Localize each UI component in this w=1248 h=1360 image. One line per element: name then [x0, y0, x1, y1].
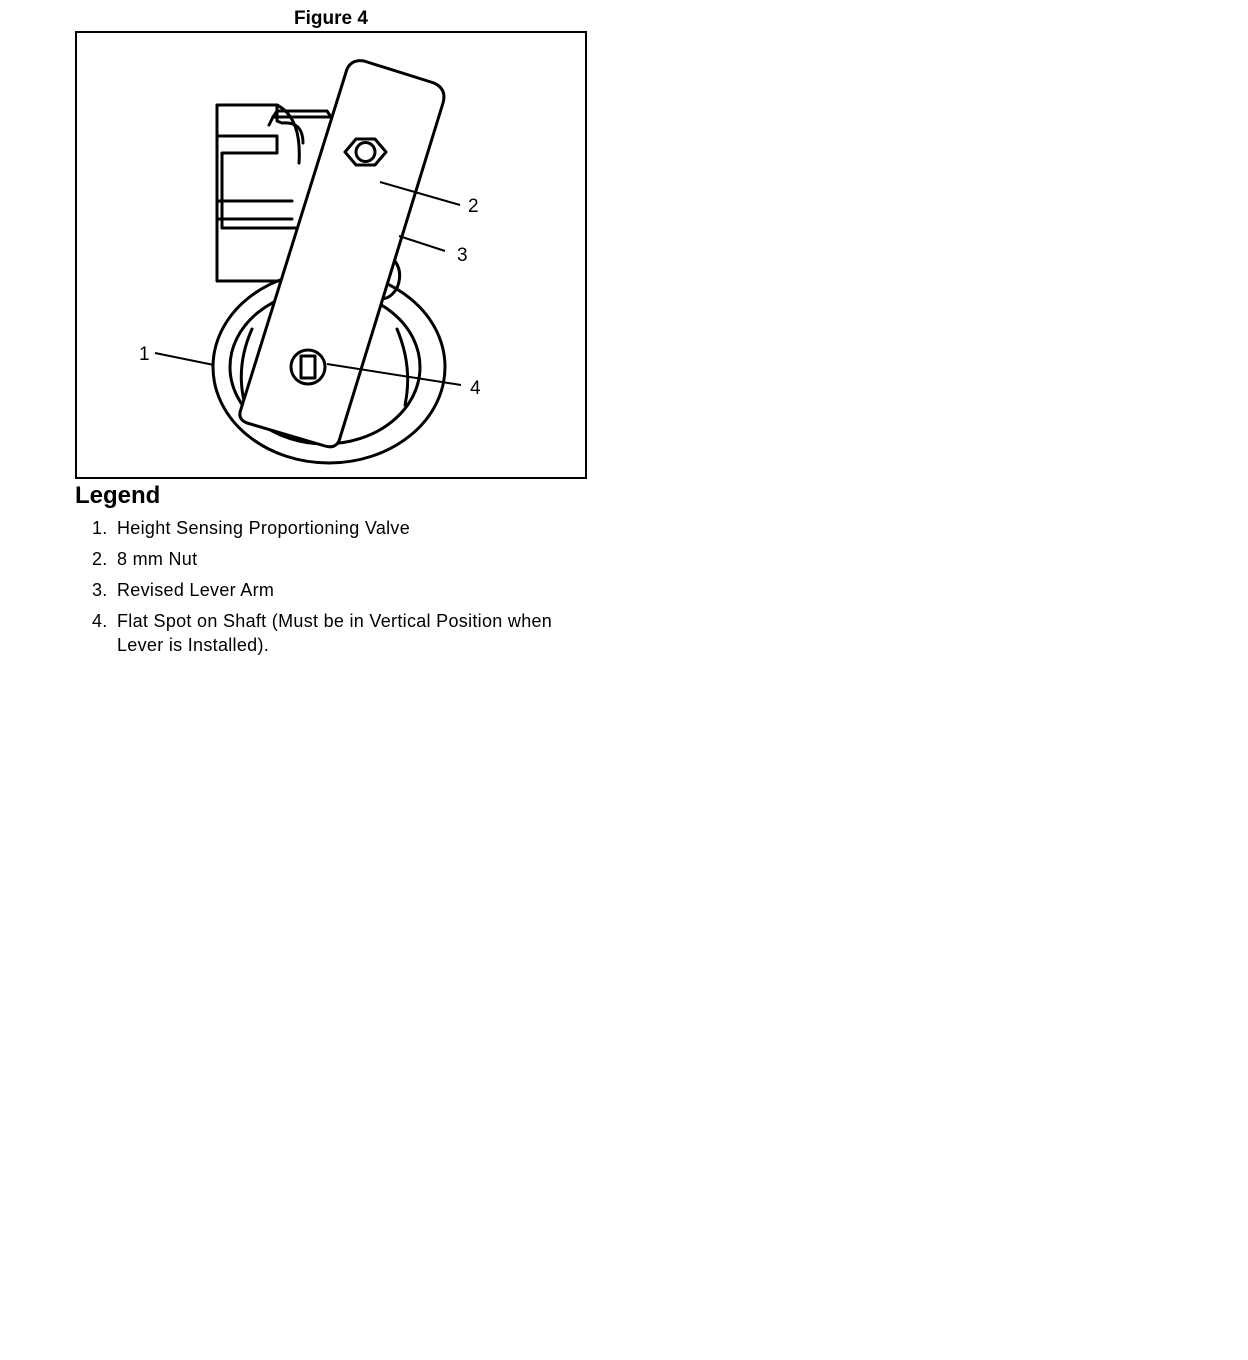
callout-2: 2 [468, 196, 479, 217]
legend-item-number: 4. [92, 611, 108, 631]
legend-item [92, 578, 572, 602]
valve-lever-drawing [77, 33, 585, 477]
legend-item-text: Height Sensing Proportioning Valve [117, 518, 411, 538]
callout-4: 4 [470, 378, 481, 399]
legend-item-text: 8 mm Nut [117, 549, 198, 569]
legend-item [92, 609, 572, 657]
figure-illustration [75, 31, 587, 479]
legend-item-number: 3. [92, 580, 108, 600]
legend-item [92, 516, 572, 540]
legend-item [92, 547, 572, 571]
leader-line-1 [155, 353, 214, 365]
lever-arm [240, 61, 444, 447]
legend-item-text: Flat Spot on Shaft (Must be in Vertical Position when Lever is Installed). [117, 611, 553, 655]
callout-1: 1 [139, 344, 150, 365]
figure-title: Figure 4 [294, 8, 368, 29]
valve-body [217, 105, 303, 228]
legend-list [92, 516, 572, 664]
legend-item-text: Revised Lever Arm [117, 580, 275, 600]
legend-item-number: 2. [92, 549, 108, 569]
callout-3: 3 [457, 245, 468, 266]
legend-heading: Legend [75, 482, 161, 509]
legend-item-number: 1. [92, 518, 108, 538]
leader-line-3 [399, 236, 445, 251]
